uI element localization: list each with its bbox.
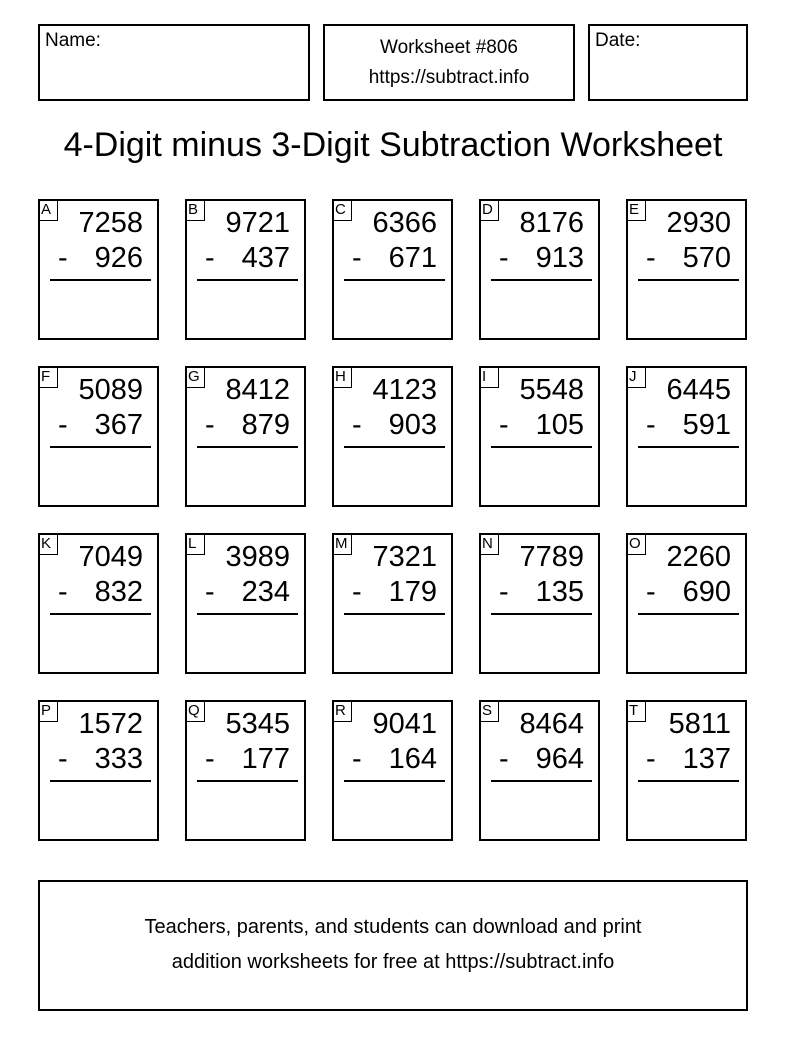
minuend: 4123 [372, 374, 437, 406]
minus-sign: - [205, 409, 215, 441]
answer-line [197, 613, 298, 615]
problem-card [626, 700, 747, 841]
name-field-box [38, 24, 310, 101]
subtrahend: 333 [94, 743, 143, 775]
minus-sign: - [499, 743, 509, 775]
answer-line [197, 279, 298, 281]
minuend: 1572 [78, 708, 143, 740]
problem-letter: R [332, 700, 352, 722]
subtrahend: 179 [388, 576, 437, 608]
minus-sign: - [205, 242, 215, 274]
minuend: 2930 [666, 207, 731, 239]
minus-sign: - [58, 576, 68, 608]
problem-letter: K [38, 533, 58, 555]
answer-line [197, 780, 298, 782]
problem-letter: H [332, 366, 352, 388]
subtrahend: 437 [241, 242, 290, 274]
problem-card [626, 366, 747, 507]
problem-card [332, 700, 453, 841]
minus-sign: - [352, 576, 362, 608]
subtrahend: 164 [388, 743, 437, 775]
problem-letter: F [38, 366, 58, 388]
subtrahend: 105 [535, 409, 584, 441]
problem-card [185, 533, 306, 674]
subtrahend: 234 [241, 576, 290, 608]
problem-letter: T [626, 700, 646, 722]
problem-letter: J [626, 366, 646, 388]
minuend: 5345 [225, 708, 290, 740]
worksheet-info-box [323, 24, 575, 101]
problem-card [38, 533, 159, 674]
footer-line-2: addition worksheets for free at https://subtract.info [171, 951, 615, 973]
problem-card [626, 199, 747, 340]
problem-letter: I [479, 366, 499, 388]
minuend: 6445 [666, 374, 731, 406]
minuend: 5089 [78, 374, 143, 406]
answer-line [50, 780, 151, 782]
problem-letter: P [38, 700, 58, 722]
minuend: 5811 [668, 708, 731, 740]
problem-letter: M [332, 533, 352, 555]
minuend: 2260 [666, 541, 731, 573]
footer-box [38, 880, 748, 1011]
worksheet-url: https://subtract.info [368, 67, 530, 88]
problem-card [38, 366, 159, 507]
problem-card [479, 533, 600, 674]
minuend: 6366 [372, 207, 437, 239]
name-label: Name: [45, 30, 101, 51]
minuend: 5548 [519, 374, 584, 406]
minus-sign: - [646, 743, 656, 775]
answer-line [638, 446, 739, 448]
minus-sign: - [352, 409, 362, 441]
subtrahend: 879 [241, 409, 290, 441]
answer-line [344, 446, 445, 448]
subtrahend: 177 [241, 743, 290, 775]
problem-card [38, 199, 159, 340]
worksheet-title: 4-Digit minus 3-Digit Subtraction Worksheet [63, 126, 723, 164]
minuend: 7789 [519, 541, 584, 573]
problem-letter: S [479, 700, 499, 722]
subtrahend: 367 [94, 409, 143, 441]
problem-card [332, 199, 453, 340]
minuend: 8176 [519, 207, 584, 239]
date-label: Date: [595, 30, 641, 51]
answer-line [638, 279, 739, 281]
minus-sign: - [499, 409, 509, 441]
problem-card [185, 366, 306, 507]
minus-sign: - [646, 576, 656, 608]
subtrahend: 591 [682, 409, 731, 441]
problem-card [332, 366, 453, 507]
minus-sign: - [352, 743, 362, 775]
answer-line [491, 613, 592, 615]
problem-card [479, 700, 600, 841]
problem-letter: E [626, 199, 646, 221]
problem-card [38, 700, 159, 841]
minus-sign: - [646, 242, 656, 274]
subtrahend: 832 [94, 576, 143, 608]
problem-letter: A [38, 199, 58, 221]
answer-line [344, 279, 445, 281]
answer-line [344, 613, 445, 615]
minus-sign: - [58, 409, 68, 441]
answer-line [638, 613, 739, 615]
minus-sign: - [352, 242, 362, 274]
minus-sign: - [646, 409, 656, 441]
minuend: 7049 [78, 541, 143, 573]
problem-card [479, 366, 600, 507]
subtrahend: 690 [682, 576, 731, 608]
answer-line [197, 446, 298, 448]
date-field-box [588, 24, 748, 101]
problem-letter: N [479, 533, 499, 555]
minus-sign: - [499, 242, 509, 274]
answer-line [491, 279, 592, 281]
problem-letter: L [185, 533, 205, 555]
answer-line [638, 780, 739, 782]
answer-line [50, 613, 151, 615]
answer-line [344, 780, 445, 782]
answer-line [491, 780, 592, 782]
subtrahend: 137 [682, 743, 731, 775]
subtrahend: 903 [388, 409, 437, 441]
problem-letter: C [332, 199, 352, 221]
minus-sign: - [205, 576, 215, 608]
problem-card [626, 533, 747, 674]
problem-letter: G [185, 366, 205, 388]
worksheet-number: Worksheet #806 [379, 37, 518, 58]
answer-line [50, 279, 151, 281]
answer-line [50, 446, 151, 448]
problem-letter: O [626, 533, 646, 555]
subtrahend: 671 [388, 242, 437, 274]
minus-sign: - [58, 743, 68, 775]
minuend: 7321 [372, 541, 437, 573]
minuend: 9041 [372, 708, 437, 740]
footer-line-1: Teachers, parents, and students can download and print [144, 916, 642, 938]
subtrahend: 135 [535, 576, 584, 608]
minus-sign: - [499, 576, 509, 608]
problem-letter: B [185, 199, 205, 221]
problem-letter: D [479, 199, 499, 221]
problem-card [332, 533, 453, 674]
subtrahend: 926 [94, 242, 143, 274]
minus-sign: - [205, 743, 215, 775]
subtrahend: 570 [682, 242, 731, 274]
problem-card [479, 199, 600, 340]
minuend: 3989 [225, 541, 290, 573]
answer-line [491, 446, 592, 448]
minuend: 9721 [225, 207, 290, 239]
minuend: 7258 [78, 207, 143, 239]
minus-sign: - [58, 242, 68, 274]
subtrahend: 913 [535, 242, 584, 274]
minuend: 8464 [519, 708, 584, 740]
minuend: 8412 [225, 374, 290, 406]
problem-card [185, 700, 306, 841]
problem-letter: Q [185, 700, 205, 722]
problem-card [185, 199, 306, 340]
subtrahend: 964 [535, 743, 584, 775]
